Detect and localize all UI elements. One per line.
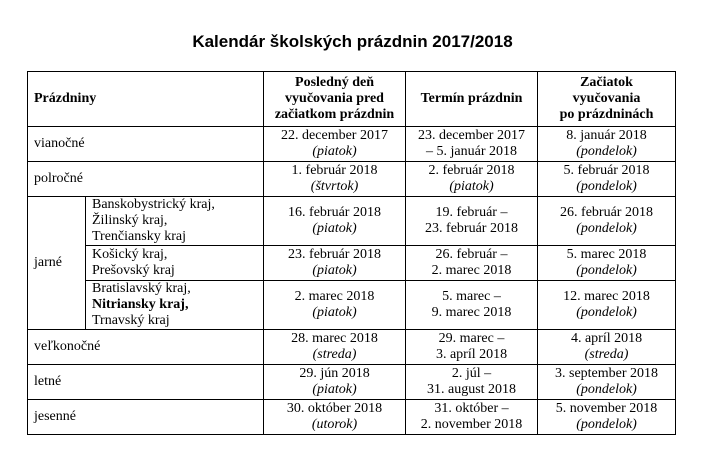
term-cell: 29. marec – 3. apríl 2018 [406,330,538,365]
last-day-cell: 2. marec 2018 (piatok) [264,281,406,330]
last-day-cell: 1. február 2018 (štvrtok) [264,162,406,197]
holiday-name: polročné [28,162,264,197]
table-header-row [28,72,676,127]
table-row [28,162,676,197]
holiday-calendar-table [27,71,676,435]
table-row [28,246,676,281]
table-row [28,330,676,365]
term-cell: 2. júl – 31. august 2018 [406,365,538,400]
last-day-cell: 29. jún 2018 (piatok) [264,365,406,400]
term-cell: 26. február – 2. marec 2018 [406,246,538,281]
table-row [28,281,676,330]
start-cell: 5. február 2018 (pondelok) [538,162,676,197]
start-cell: 5. november 2018 (pondelok) [538,400,676,435]
region-cell: Košický kraj, Prešovský kraj [86,246,264,281]
last-day-cell: 22. december 2017 (piatok) [264,127,406,162]
start-cell: 8. január 2018 (pondelok) [538,127,676,162]
term-cell: 31. október – 2. november 2018 [406,400,538,435]
last-day-cell: 23. február 2018 (piatok) [264,246,406,281]
header-holiday: Prázdniny [28,72,264,127]
region-cell: Bratislavský kraj, Nitriansky kraj, Trnavský kraj [86,281,264,330]
header-term: Termín prázdnin [406,72,538,127]
table-row [28,127,676,162]
term-cell: 2. február 2018 (piatok) [406,162,538,197]
start-cell: 12. marec 2018 (pondelok) [538,281,676,330]
region-cell: Banskobystrický kraj, Žilinský kraj, Trenčiansky kraj [86,197,264,246]
table-row [28,197,676,246]
term-cell: 5. marec – 9. marec 2018 [406,281,538,330]
start-cell: 5. marec 2018 (pondelok) [538,246,676,281]
holiday-name: jesenné [28,400,264,435]
holiday-name: letné [28,365,264,400]
holiday-name: jarné [28,197,86,330]
header-last-day: Posledný deň vyučovania pred začiatkom prázdnin [264,72,406,127]
start-cell: 4. apríl 2018 (streda) [538,330,676,365]
start-cell: 3. september 2018 (pondelok) [538,365,676,400]
term-cell: 19. február – 23. február 2018 [406,197,538,246]
last-day-cell: 28. marec 2018 (streda) [264,330,406,365]
start-cell: 26. február 2018 (pondelok) [538,197,676,246]
table-row [28,365,676,400]
last-day-cell: 30. október 2018 (utorok) [264,400,406,435]
term-cell: 23. december 2017 – 5. január 2018 [406,127,538,162]
holiday-name: veľkonočné [28,330,264,365]
last-day-cell: 16. február 2018 (piatok) [264,197,406,246]
table-row [28,400,676,435]
header-start: Začiatok vyučovania po prázdninách [538,72,676,127]
page-title: Kalendár školských prázdnin 2017/2018 [192,32,513,51]
holiday-name: vianočné [28,127,264,162]
